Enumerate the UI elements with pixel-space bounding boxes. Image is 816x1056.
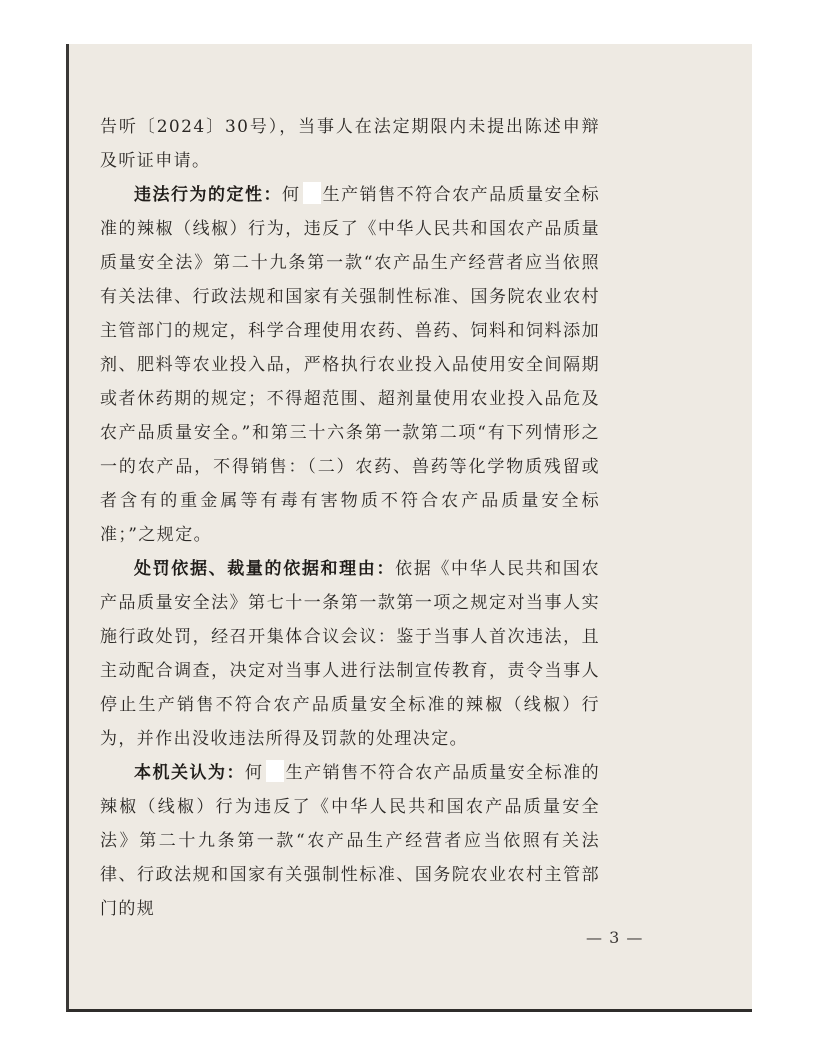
paragraph-text: 生产销售不符合农产品质量安全标准的辣椒（线椒）行为，违反了《中华人民共和国农产品质量质量安全法》第二十九条第一款“农产品生产经营者应当依照有关法律、行政法规和国家有关强制性标准、国务院农业农村主管部门的规定，科学合理使用农药、兽药、饲料和饲料添加剂、肥料等农业投入品，严格执行农业投入品使用安全间隔期或者休药期的规定；不得超范围、超剂量使用农业投入品危及农产品质量安全。”和第三十六条第一款第二项“有下列情形之一的农产品，不得销售：（二）农药、兽药等化学物质残留或者含有的重金属等有毒有害物质不符合农产品质量安全标准；”之规定。: [100, 185, 600, 545]
party-surname: 何: [282, 185, 301, 205]
paragraph-nature: [100, 178, 600, 552]
paragraph-text: 生产销售不符合农产品质量安全标准的辣椒（线椒）行为违反了《中华人民共和国农产品质量安全法》第二十九条第一款“农产品生产经营者应当依照有关法律、行政法规和国家有关强制性标准、国务院农业农村主管部门的规: [100, 763, 600, 919]
party-surname: 何: [245, 763, 264, 783]
redaction-box: [266, 760, 284, 782]
redaction-box: [303, 182, 321, 204]
paragraph-notice: [100, 110, 600, 178]
paragraph-basis: [100, 552, 600, 756]
paragraph-conclusion: [100, 756, 600, 926]
paragraph-heading: 处罚依据、裁量的依据和理由：: [134, 559, 396, 579]
paragraph-heading: 本机关认为：: [134, 763, 245, 783]
paragraph-heading: 违法行为的定性：: [134, 185, 282, 205]
page-number: — 3 —: [586, 928, 644, 947]
paragraph-text: 依据《中华人民共和国农产品质量安全法》第七十一条第一款第一项之规定对当事人实施行政处罚，经召开集体合议会议：鉴于当事人首次违法，且主动配合调查，决定对当事人进行法制宣传教育，责令当事人停止生产销售不符合农产品质量安全标准的辣椒（线椒）行为，并作出没收违法所得及罚款的处理决定。: [100, 559, 600, 749]
paragraph-text: 告听〔2024〕30号），当事人在法定期限内未提出陈述申辩及听证申请。: [100, 117, 600, 171]
document-body: [100, 110, 600, 926]
